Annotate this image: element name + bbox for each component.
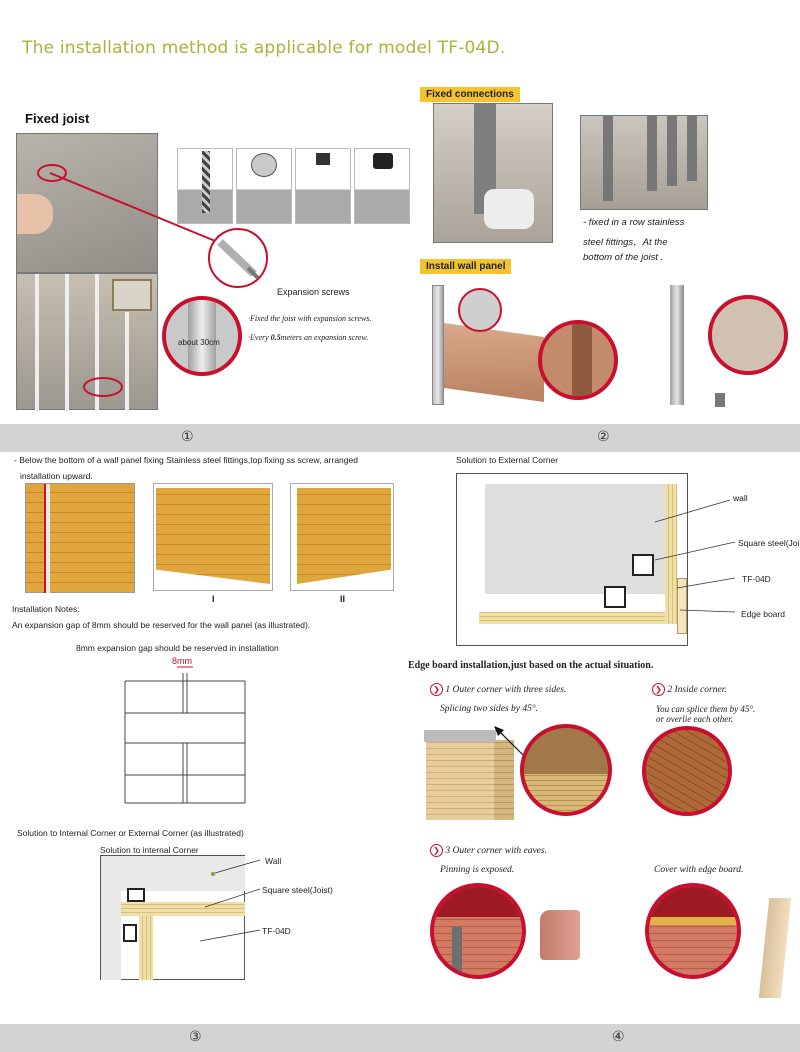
section-number-2: ② bbox=[597, 429, 610, 445]
panel3-intro-1: - Below the bottom of a wall panel fixing Stainless steel fittings,top fixing ss screw, arranged bbox=[14, 455, 358, 465]
chevron-right-icon: ❯ bbox=[430, 844, 443, 857]
external-corner-leaders bbox=[655, 490, 745, 620]
joist-note-2: ·Every 0.5meters an expansion screw. bbox=[248, 333, 369, 342]
joist-post bbox=[432, 285, 444, 405]
panel-install-step-1 bbox=[153, 483, 273, 591]
joists-row-photo bbox=[580, 115, 708, 210]
hand-image bbox=[484, 189, 534, 229]
joist-desc-1: - fixed in a row stainless bbox=[583, 217, 685, 228]
internal-corner-title: Solution to internal Corner bbox=[100, 845, 199, 855]
section-band-2 bbox=[0, 1024, 800, 1052]
item-2-sub-2: or overlie each other. bbox=[656, 714, 733, 724]
eaves-closeup-exposed bbox=[430, 883, 526, 979]
panel-install-step-2 bbox=[290, 483, 394, 591]
window-image bbox=[112, 279, 152, 311]
square-steel-icon bbox=[123, 924, 137, 942]
wall-area bbox=[101, 856, 121, 980]
label-square-steel-ext: Square steel(Joi bbox=[738, 538, 800, 548]
install-wall-panel-tag: Install wall panel bbox=[420, 259, 511, 274]
item-2-sub-1: You can splice them by 45°. bbox=[656, 704, 756, 714]
notes-text: An expansion gap of 8mm should be reserved for the wall panel (as illustrated). bbox=[12, 620, 311, 630]
joist-wall-photo bbox=[16, 273, 158, 410]
item-1-heading: ❯ 1 Outer corner with three sides. bbox=[430, 683, 566, 696]
panel-detail-callout-large bbox=[538, 320, 618, 400]
square-steel-icon bbox=[632, 554, 654, 576]
panel-install-step-0 bbox=[25, 483, 135, 593]
internal-corner-leaders bbox=[200, 855, 270, 945]
panel-board-horizontal bbox=[479, 612, 669, 624]
fixed-connections-tag: Fixed connections bbox=[420, 87, 520, 102]
edge-profile-image bbox=[540, 910, 580, 960]
inside-corner-closeup bbox=[642, 726, 732, 816]
joist-post bbox=[670, 285, 684, 405]
step-blow bbox=[236, 148, 292, 224]
measure-label: about 30cm bbox=[178, 338, 220, 347]
section-number-3: ③ bbox=[189, 1029, 202, 1045]
joist-desc-3: bottom of the joist . bbox=[583, 252, 664, 263]
panel-board-vertical bbox=[139, 916, 153, 980]
expansion-screw-icon bbox=[210, 230, 266, 286]
square-steel-icon bbox=[604, 586, 626, 608]
expansion-screws-label: Expansion screws bbox=[277, 287, 350, 297]
screw-marker bbox=[83, 377, 123, 397]
square-steel-icon bbox=[127, 888, 145, 902]
joist-closeup-callout bbox=[162, 296, 242, 376]
joist-bar bbox=[125, 312, 129, 411]
panel-detail-callout-small bbox=[458, 288, 502, 332]
edge-board-image bbox=[759, 898, 792, 998]
fitting-detail-callout bbox=[708, 295, 788, 375]
expansion-gap-diagram bbox=[115, 655, 255, 815]
label-square-steel: Square steel(Joist) bbox=[262, 885, 333, 895]
eaves-closeup-covered bbox=[645, 883, 741, 979]
edge-board-title: Edge board installation,just based on the actual situation. bbox=[408, 660, 654, 671]
external-corner-title: Solution to External Corner bbox=[456, 455, 559, 465]
gap-title: 8mm expansion gap should be reserved in installation bbox=[76, 643, 279, 653]
wall-area bbox=[485, 484, 665, 594]
panel3-intro-2: installation upward. bbox=[20, 471, 93, 481]
external-corner-diagram bbox=[456, 473, 688, 646]
drill-steps bbox=[177, 148, 409, 224]
joist-note-1: ·Fixed the joist with expansion screws. bbox=[248, 314, 372, 323]
joist-bar bbox=[65, 274, 69, 411]
joist-desc-2: steel fittings，At the bbox=[583, 237, 668, 248]
step-label-I: I bbox=[212, 594, 215, 604]
expansion-screw-callout bbox=[208, 228, 268, 288]
page-title: The installation method is applicable for model TF-04D. bbox=[22, 38, 506, 58]
label-edge-board: Edge board bbox=[741, 609, 785, 619]
corner-closeup-item1 bbox=[520, 724, 612, 816]
item-2-heading: ❯ 2 Inside corner. bbox=[652, 683, 727, 696]
fixed-connection-photo bbox=[433, 103, 553, 243]
item-3-sub: Pinning is exposed. bbox=[440, 865, 515, 875]
step-hammer bbox=[295, 148, 351, 224]
label-tf-04d-ext: TF-04D bbox=[742, 574, 771, 584]
fixed-joist-heading: Fixed joist bbox=[25, 111, 90, 126]
section-number-1: ① bbox=[181, 429, 194, 445]
chevron-right-icon: ❯ bbox=[430, 683, 443, 696]
joist-bar bbox=[35, 274, 39, 411]
notes-title: Installation Notes: bbox=[12, 604, 80, 614]
step-label-II: II bbox=[340, 594, 346, 604]
step-screw bbox=[354, 148, 410, 224]
item-3-right: Cover with edge board. bbox=[654, 865, 744, 875]
label-wall: Wall bbox=[265, 856, 282, 866]
step-drill bbox=[177, 148, 233, 224]
chevron-right-icon: ❯ bbox=[652, 683, 665, 696]
item-1-sub: Splicing two sides by 45°. bbox=[440, 704, 539, 714]
wall-panel-illustration bbox=[420, 280, 620, 415]
corner-title: Solution to Internal Corner or External Corner (as illustrated) bbox=[17, 828, 244, 838]
gap-value-label: 8mm bbox=[172, 656, 192, 666]
item-3-heading: ❯ 3 Outer corner with eaves. bbox=[430, 844, 547, 857]
steel-fitting-icon bbox=[715, 393, 725, 407]
section-band-1 bbox=[0, 424, 800, 452]
wall-panel-board bbox=[444, 323, 544, 402]
fitting-illustration bbox=[660, 285, 790, 415]
label-tf-04d: TF-04D bbox=[262, 926, 291, 936]
section-number-4: ④ bbox=[612, 1029, 625, 1045]
label-wall-ext: wall bbox=[733, 493, 748, 503]
